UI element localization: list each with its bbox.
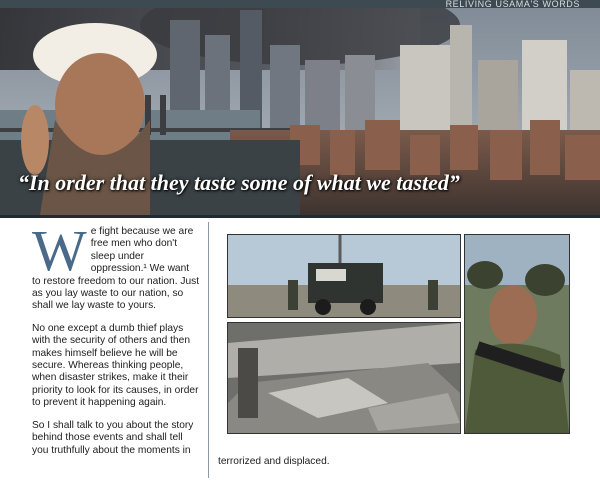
paragraph-text: e fight because we are free men who don't sleep under oppression.¹ We want to restore freedom to our nation. Just as you lay waste to our nation, so shall we lay waste to yours. xyxy=(32,226,200,312)
article-paragraph xyxy=(32,218,200,313)
military-vehicle-photo xyxy=(227,234,461,318)
drop-cap: W xyxy=(32,218,87,283)
rubble-photo xyxy=(227,322,461,434)
pull-quote: “In order that they taste some of what we tasted” xyxy=(18,170,460,195)
article-paragraph: No one except a dumb thief plays with the security of others and then makes himself believe he will be secure. Whereas thinking people, when disaster strikes, make it their priority to look for its causes, in order to prevent it happening again. xyxy=(32,322,199,409)
section-divider xyxy=(0,215,600,218)
section-title: RELIVING USAMA'S WORDS xyxy=(445,0,580,9)
article-column xyxy=(32,218,200,467)
soldier-photo xyxy=(464,234,570,434)
article-paragraph: So I shall talk to you about the story behind those events and shall tell you truthfully about the moments in xyxy=(32,419,194,456)
continued-text: terrorized and displaced. xyxy=(218,456,330,467)
column-rule xyxy=(208,222,209,478)
